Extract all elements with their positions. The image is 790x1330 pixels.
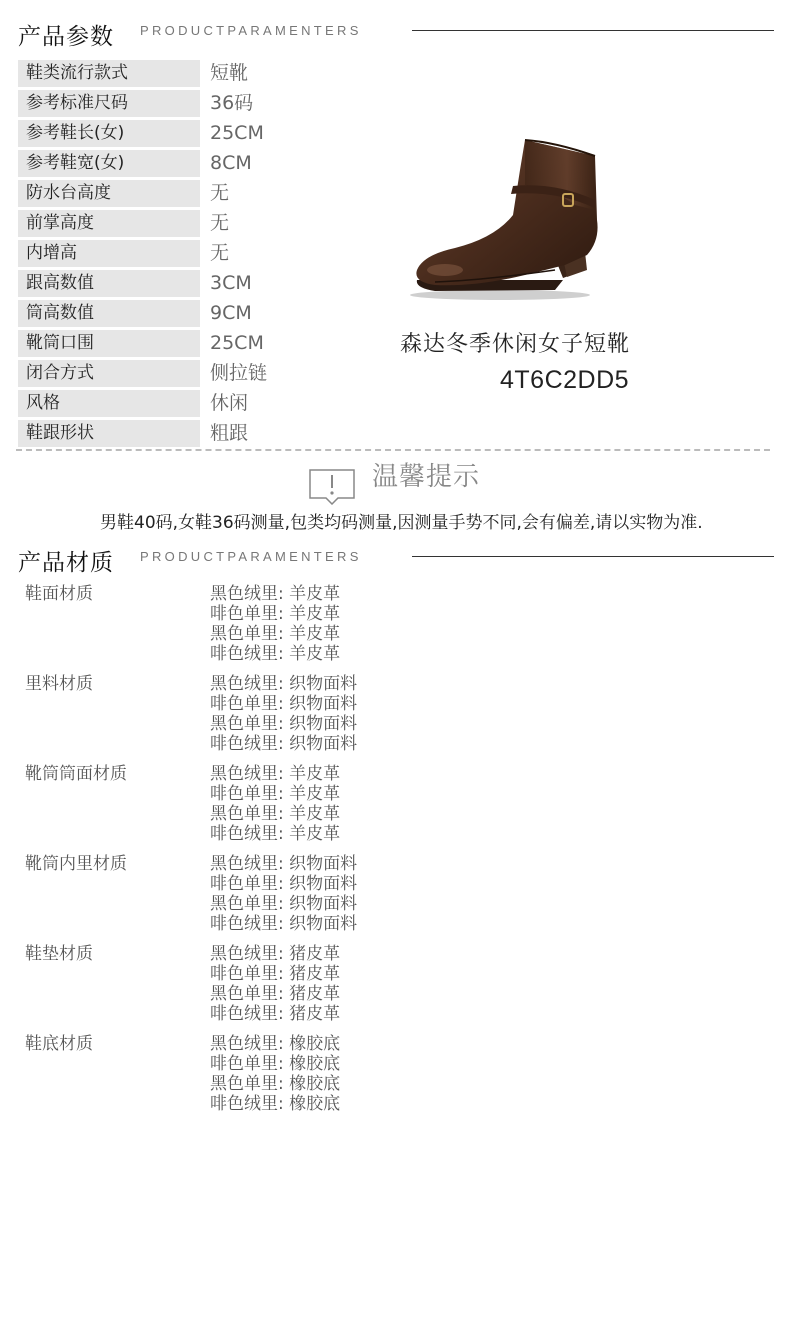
material-values (210, 944, 340, 1024)
section-divider (412, 30, 774, 31)
param-value: 短靴 (210, 62, 249, 84)
material-value: 啡色绒里: 橡胶底 (210, 1094, 341, 1114)
param-row (18, 330, 318, 360)
material-label: 鞋垫材质 (25, 944, 93, 964)
material-label: 靴筒筒面材质 (25, 764, 127, 784)
param-row (18, 90, 318, 120)
param-value: 无 (210, 212, 230, 234)
param-label: 鞋跟形状 (18, 420, 200, 447)
material-value: 黑色单里: 织物面料 (210, 714, 358, 734)
param-label: 参考鞋长(女) (18, 120, 200, 147)
param-label: 靴筒口围 (18, 330, 200, 357)
material-label: 鞋面材质 (25, 584, 93, 604)
material-value: 啡色绒里: 猪皮革 (210, 1004, 341, 1024)
param-value: 无 (210, 242, 230, 264)
param-label: 鞋类流行款式 (18, 60, 200, 87)
param-value: 25CM (210, 332, 264, 354)
material-value: 啡色绒里: 织物面料 (210, 914, 358, 934)
material-value: 黑色绒里: 织物面料 (210, 674, 358, 694)
material-values (210, 584, 340, 664)
material-group (25, 1034, 525, 1124)
material-value: 黑色绒里: 羊皮革 (210, 764, 341, 784)
section-divider (412, 556, 774, 557)
material-group (25, 854, 525, 944)
material-value: 啡色单里: 织物面料 (210, 694, 358, 714)
material-group (25, 674, 525, 764)
material-values (210, 854, 357, 934)
material-value: 啡色单里: 橡胶底 (210, 1054, 341, 1074)
param-value: 无 (210, 182, 230, 204)
param-value: 休闲 (210, 392, 249, 414)
product-image (405, 130, 620, 305)
notice-text: 男鞋40码,女鞋36码测量,包类均码测量,因测量手势不同,会有偏差,请以实物为准. (100, 513, 703, 533)
param-row (18, 240, 318, 270)
param-row (18, 360, 318, 390)
section-header-params (0, 12, 790, 52)
param-value: 8CM (210, 152, 252, 174)
material-label: 里料材质 (25, 674, 93, 694)
material-value: 黑色绒里: 织物面料 (210, 854, 358, 874)
notice-title: 温馨提示 (372, 462, 481, 492)
material-value: 黑色单里: 橡胶底 (210, 1074, 341, 1094)
material-value: 啡色单里: 羊皮革 (210, 604, 341, 624)
param-row (18, 120, 318, 150)
material-group (25, 944, 525, 1034)
exclamation-bubble-icon (308, 469, 356, 505)
param-label: 参考标准尺码 (18, 90, 200, 117)
material-label: 鞋底材质 (25, 1034, 93, 1054)
material-value: 黑色绒里: 猪皮革 (210, 944, 341, 964)
material-value: 黑色单里: 羊皮革 (210, 624, 341, 644)
param-row (18, 150, 318, 180)
material-value: 啡色单里: 羊皮革 (210, 784, 341, 804)
material-value: 黑色绒里: 羊皮革 (210, 584, 341, 604)
param-row (18, 300, 318, 330)
params-table (18, 60, 318, 450)
material-value: 黑色绒里: 橡胶底 (210, 1034, 341, 1054)
material-group (25, 584, 525, 674)
material-value: 黑色单里: 羊皮革 (210, 804, 341, 824)
material-values (210, 1034, 340, 1114)
param-row (18, 390, 318, 420)
param-row (18, 420, 318, 450)
param-row (18, 270, 318, 300)
material-value: 啡色绒里: 织物面料 (210, 734, 358, 754)
material-value: 啡色单里: 织物面料 (210, 874, 358, 894)
section-subtitle: PRODUCTPARAMENTERS (140, 23, 362, 38)
material-group (25, 764, 525, 854)
param-value: 25CM (210, 122, 264, 144)
material-values (210, 764, 340, 844)
param-label: 前掌高度 (18, 210, 200, 237)
param-label: 跟高数值 (18, 270, 200, 297)
param-value: 侧拉链 (210, 362, 268, 384)
param-row (18, 180, 318, 210)
material-value: 啡色单里: 猪皮革 (210, 964, 341, 984)
material-values (210, 674, 357, 754)
material-value: 啡色绒里: 羊皮革 (210, 824, 341, 844)
section-subtitle: PRODUCTPARAMENTERS (140, 549, 362, 564)
dashed-divider (16, 449, 770, 451)
materials-list (25, 584, 525, 1124)
param-label: 闭合方式 (18, 360, 200, 387)
section-title: 产品材质 (18, 550, 114, 576)
param-value: 9CM (210, 302, 252, 324)
product-code: 4T6C2DD5 (500, 366, 630, 394)
param-label: 参考鞋宽(女) (18, 150, 200, 177)
material-label: 靴筒内里材质 (25, 854, 127, 874)
param-label: 风格 (18, 390, 200, 417)
section-title: 产品参数 (18, 24, 114, 50)
param-value: 粗跟 (210, 422, 249, 444)
material-value: 啡色绒里: 羊皮革 (210, 644, 341, 664)
param-value: 3CM (210, 272, 252, 294)
section-header-materials (0, 538, 790, 578)
material-value: 黑色单里: 猪皮革 (210, 984, 341, 1004)
param-row (18, 60, 318, 90)
param-label: 筒高数值 (18, 300, 200, 327)
product-name: 森达冬季休闲女子短靴 (400, 332, 631, 357)
param-label: 防水台高度 (18, 180, 200, 207)
param-value: 36码 (210, 92, 254, 114)
param-label: 内增高 (18, 240, 200, 267)
param-row (18, 210, 318, 240)
material-value: 黑色单里: 织物面料 (210, 894, 358, 914)
